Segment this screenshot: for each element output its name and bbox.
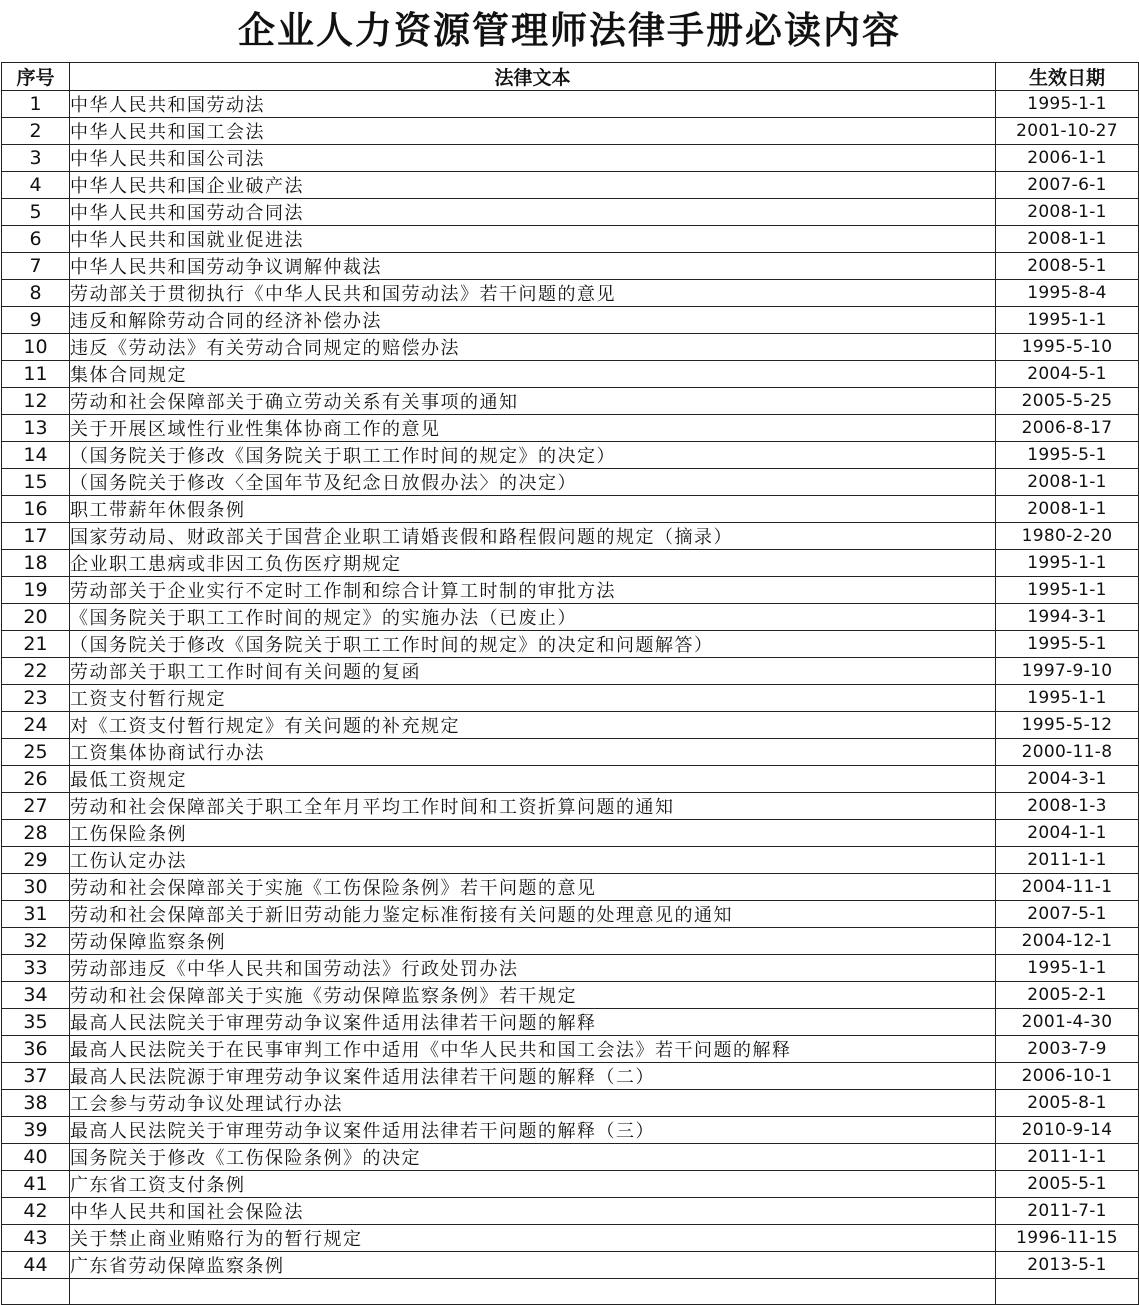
law-title: 最高人民法院源于审理劳动争议案件适用法律若干问题的解释（二）	[70, 1063, 996, 1090]
table-row	[2, 901, 1139, 928]
row-number: 40	[2, 1144, 70, 1171]
row-number: 31	[2, 901, 70, 928]
table-row	[2, 1279, 1139, 1305]
row-number: 34	[2, 982, 70, 1009]
table-row	[2, 496, 1139, 523]
table-row	[2, 1252, 1139, 1279]
law-title: 工会参与劳动争议处理试行办法	[70, 1090, 996, 1117]
effective-date: 2001-4-30	[996, 1009, 1139, 1036]
law-title: （国务院关于修改《国务院关于职工工作时间的规定》的决定）	[70, 442, 996, 469]
effective-date	[996, 1279, 1139, 1305]
row-number: 21	[2, 631, 70, 658]
effective-date: 1995-1-1	[996, 955, 1139, 982]
row-number: 22	[2, 658, 70, 685]
effective-date: 1995-5-10	[996, 334, 1139, 361]
table-row	[2, 280, 1139, 307]
law-title: 中华人民共和国企业破产法	[70, 172, 996, 199]
table-row	[2, 91, 1139, 118]
table-row	[2, 712, 1139, 739]
law-title: 工资集体协商试行办法	[70, 739, 996, 766]
law-title: 企业职工患病或非因工负伤医疗期规定	[70, 550, 996, 577]
effective-date: 1995-8-4	[996, 280, 1139, 307]
law-title: 工伤认定办法	[70, 847, 996, 874]
law-title: 中华人民共和国社会保险法	[70, 1198, 996, 1225]
law-title: 劳动部关于企业实行不定时工作制和综合计算工时制的审批方法	[70, 577, 996, 604]
law-title: 广东省劳动保障监察条例	[70, 1252, 996, 1279]
effective-date: 2004-11-1	[996, 874, 1139, 901]
effective-date: 1995-1-1	[996, 307, 1139, 334]
effective-date: 2008-1-1	[996, 496, 1139, 523]
law-title: 中华人民共和国公司法	[70, 145, 996, 172]
law-title: 中华人民共和国劳动法	[70, 91, 996, 118]
row-number: 39	[2, 1117, 70, 1144]
row-number	[2, 1279, 70, 1305]
row-number: 25	[2, 739, 70, 766]
table-row	[2, 874, 1139, 901]
table-row	[2, 982, 1139, 1009]
effective-date: 2011-7-1	[996, 1198, 1139, 1225]
table-row	[2, 253, 1139, 280]
table-row	[2, 1117, 1139, 1144]
law-title: 劳动和社会保障部关于实施《工伤保险条例》若干问题的意见	[70, 874, 996, 901]
row-number: 27	[2, 793, 70, 820]
row-number: 5	[2, 199, 70, 226]
row-number: 16	[2, 496, 70, 523]
law-title: 中华人民共和国就业促进法	[70, 226, 996, 253]
law-title: 职工带薪年休假条例	[70, 496, 996, 523]
effective-date: 1994-3-1	[996, 604, 1139, 631]
effective-date: 2007-5-1	[996, 901, 1139, 928]
table-row	[2, 1198, 1139, 1225]
table-row	[2, 1090, 1139, 1117]
law-title: 劳动和社会保障部关于新旧劳动能力鉴定标准衔接有关问题的处理意见的通知	[70, 901, 996, 928]
table-body	[2, 91, 1139, 1305]
table-row	[2, 334, 1139, 361]
law-title: 集体合同规定	[70, 361, 996, 388]
law-title: 最低工资规定	[70, 766, 996, 793]
page-title: 企业人力资源管理师法律手册必读内容	[238, 9, 901, 52]
table-row	[2, 469, 1139, 496]
effective-date: 2011-1-1	[996, 1144, 1139, 1171]
table-row	[2, 577, 1139, 604]
law-title: 劳动部关于贯彻执行《中华人民共和国劳动法》若干问题的意见	[70, 280, 996, 307]
effective-date: 1980-2-20	[996, 523, 1139, 550]
row-number: 18	[2, 550, 70, 577]
law-title: 国务院关于修改《工伤保险条例》的决定	[70, 1144, 996, 1171]
effective-date: 1995-1-1	[996, 91, 1139, 118]
table-row	[2, 1144, 1139, 1171]
law-title: 中华人民共和国劳动争议调解仲裁法	[70, 253, 996, 280]
effective-date: 2005-5-1	[996, 1171, 1139, 1198]
table-header-row	[2, 63, 1139, 91]
header-effective-date: 生效日期	[996, 63, 1139, 91]
row-number: 26	[2, 766, 70, 793]
law-title: 最高人民法院关于审理劳动争议案件适用法律若干问题的解释（三）	[70, 1117, 996, 1144]
table-row	[2, 685, 1139, 712]
effective-date: 2004-3-1	[996, 766, 1139, 793]
row-number: 11	[2, 361, 70, 388]
row-number: 7	[2, 253, 70, 280]
row-number: 44	[2, 1252, 70, 1279]
effective-date: 1995-5-1	[996, 442, 1139, 469]
row-number: 30	[2, 874, 70, 901]
row-number: 36	[2, 1036, 70, 1063]
effective-date: 2013-5-1	[996, 1252, 1139, 1279]
effective-date: 2004-1-1	[996, 820, 1139, 847]
law-title: 工伤保险条例	[70, 820, 996, 847]
row-number: 38	[2, 1090, 70, 1117]
row-number: 37	[2, 1063, 70, 1090]
effective-date: 1995-5-12	[996, 712, 1139, 739]
row-number: 1	[2, 91, 70, 118]
table-row	[2, 199, 1139, 226]
effective-date: 1995-5-1	[996, 631, 1139, 658]
row-number: 15	[2, 469, 70, 496]
law-title: 《国务院关于职工工作时间的规定》的实施办法（已废止）	[70, 604, 996, 631]
effective-date: 2008-5-1	[996, 253, 1139, 280]
table-row	[2, 1036, 1139, 1063]
row-number: 35	[2, 1009, 70, 1036]
table-row	[2, 523, 1139, 550]
table-row	[2, 145, 1139, 172]
law-title: （国务院关于修改〈全国年节及纪念日放假办法〉的决定）	[70, 469, 996, 496]
law-title: 劳动部关于职工工作时间有关问题的复函	[70, 658, 996, 685]
law-title: 中华人民共和国工会法	[70, 118, 996, 145]
law-title: 中华人民共和国劳动合同法	[70, 199, 996, 226]
effective-date: 2005-2-1	[996, 982, 1139, 1009]
row-number: 41	[2, 1171, 70, 1198]
table-row	[2, 361, 1139, 388]
law-title: 违反《劳动法》有关劳动合同规定的赔偿办法	[70, 334, 996, 361]
row-number: 10	[2, 334, 70, 361]
row-number: 8	[2, 280, 70, 307]
effective-date: 2005-5-25	[996, 388, 1139, 415]
row-number: 19	[2, 577, 70, 604]
row-number: 33	[2, 955, 70, 982]
law-title: 劳动和社会保障部关于职工全年月平均工作时间和工资折算问题的通知	[70, 793, 996, 820]
effective-date: 2000-11-8	[996, 739, 1139, 766]
table-row	[2, 766, 1139, 793]
law-title: （国务院关于修改《国务院关于职工工作时间的规定》的决定和问题解答）	[70, 631, 996, 658]
effective-date: 1997-9-10	[996, 658, 1139, 685]
law-title: 关于禁止商业贿赂行为的暂行规定	[70, 1225, 996, 1252]
table-row	[2, 793, 1139, 820]
row-number: 28	[2, 820, 70, 847]
effective-date: 2005-8-1	[996, 1090, 1139, 1117]
effective-date: 2003-7-9	[996, 1036, 1139, 1063]
law-title: 劳动和社会保障部关于确立劳动关系有关事项的通知	[70, 388, 996, 415]
effective-date: 2008-1-1	[996, 226, 1139, 253]
table-row	[2, 847, 1139, 874]
effective-date: 2008-1-1	[996, 199, 1139, 226]
table-row	[2, 172, 1139, 199]
table-row	[2, 226, 1139, 253]
row-number: 14	[2, 442, 70, 469]
row-number: 12	[2, 388, 70, 415]
effective-date: 2001-10-27	[996, 118, 1139, 145]
law-title: 最高人民法院关于审理劳动争议案件适用法律若干问题的解释	[70, 1009, 996, 1036]
row-number: 42	[2, 1198, 70, 1225]
header-seq: 序号	[2, 63, 70, 91]
law-title: 劳动部违反《中华人民共和国劳动法》行政处罚办法	[70, 955, 996, 982]
table-row	[2, 1225, 1139, 1252]
table-row	[2, 415, 1139, 442]
table-row	[2, 1063, 1139, 1090]
table-row	[2, 739, 1139, 766]
header-law-text: 法律文本	[70, 63, 996, 91]
row-number: 13	[2, 415, 70, 442]
effective-date: 2011-1-1	[996, 847, 1139, 874]
row-number: 20	[2, 604, 70, 631]
law-title: 最高人民法院关于在民事审判工作中适用《中华人民共和国工会法》若干问题的解释	[70, 1036, 996, 1063]
law-title: 广东省工资支付条例	[70, 1171, 996, 1198]
law-title: 国家劳动局、财政部关于国营企业职工请婚丧假和路程假问题的规定（摘录）	[70, 523, 996, 550]
row-number: 17	[2, 523, 70, 550]
table-row	[2, 631, 1139, 658]
effective-date: 1995-1-1	[996, 685, 1139, 712]
law-title: 关于开展区域性行业性集体协商工作的意见	[70, 415, 996, 442]
row-number: 29	[2, 847, 70, 874]
table-row	[2, 820, 1139, 847]
effective-date: 2010-9-14	[996, 1117, 1139, 1144]
law-title: 违反和解除劳动合同的经济补偿办法	[70, 307, 996, 334]
row-number: 32	[2, 928, 70, 955]
row-number: 3	[2, 145, 70, 172]
effective-date: 2008-1-1	[996, 469, 1139, 496]
table-row	[2, 604, 1139, 631]
row-number: 23	[2, 685, 70, 712]
law-title: 对《工资支付暂行规定》有关问题的补充规定	[70, 712, 996, 739]
row-number: 9	[2, 307, 70, 334]
effective-date: 2008-1-3	[996, 793, 1139, 820]
effective-date: 2006-8-17	[996, 415, 1139, 442]
table-row	[2, 1009, 1139, 1036]
table-row	[2, 388, 1139, 415]
row-number: 43	[2, 1225, 70, 1252]
row-number: 2	[2, 118, 70, 145]
effective-date: 2006-10-1	[996, 1063, 1139, 1090]
law-title: 劳动保障监察条例	[70, 928, 996, 955]
effective-date: 1995-1-1	[996, 550, 1139, 577]
effective-date: 1996-11-15	[996, 1225, 1139, 1252]
table-row	[2, 118, 1139, 145]
effective-date: 2004-5-1	[996, 361, 1139, 388]
effective-date: 2007-6-1	[996, 172, 1139, 199]
table-row	[2, 928, 1139, 955]
effective-date: 1995-1-1	[996, 577, 1139, 604]
effective-date: 2006-1-1	[996, 145, 1139, 172]
row-number: 6	[2, 226, 70, 253]
table-row	[2, 442, 1139, 469]
law-title: 工资支付暂行规定	[70, 685, 996, 712]
table-row	[2, 307, 1139, 334]
row-number: 24	[2, 712, 70, 739]
table-row	[2, 955, 1139, 982]
law-title	[70, 1279, 996, 1305]
effective-date: 2004-12-1	[996, 928, 1139, 955]
law-title: 劳动和社会保障部关于实施《劳动保障监察条例》若干规定	[70, 982, 996, 1009]
law-table	[1, 62, 1139, 1305]
table-row	[2, 1171, 1139, 1198]
table-row	[2, 550, 1139, 577]
row-number: 4	[2, 172, 70, 199]
table-row	[2, 658, 1139, 685]
